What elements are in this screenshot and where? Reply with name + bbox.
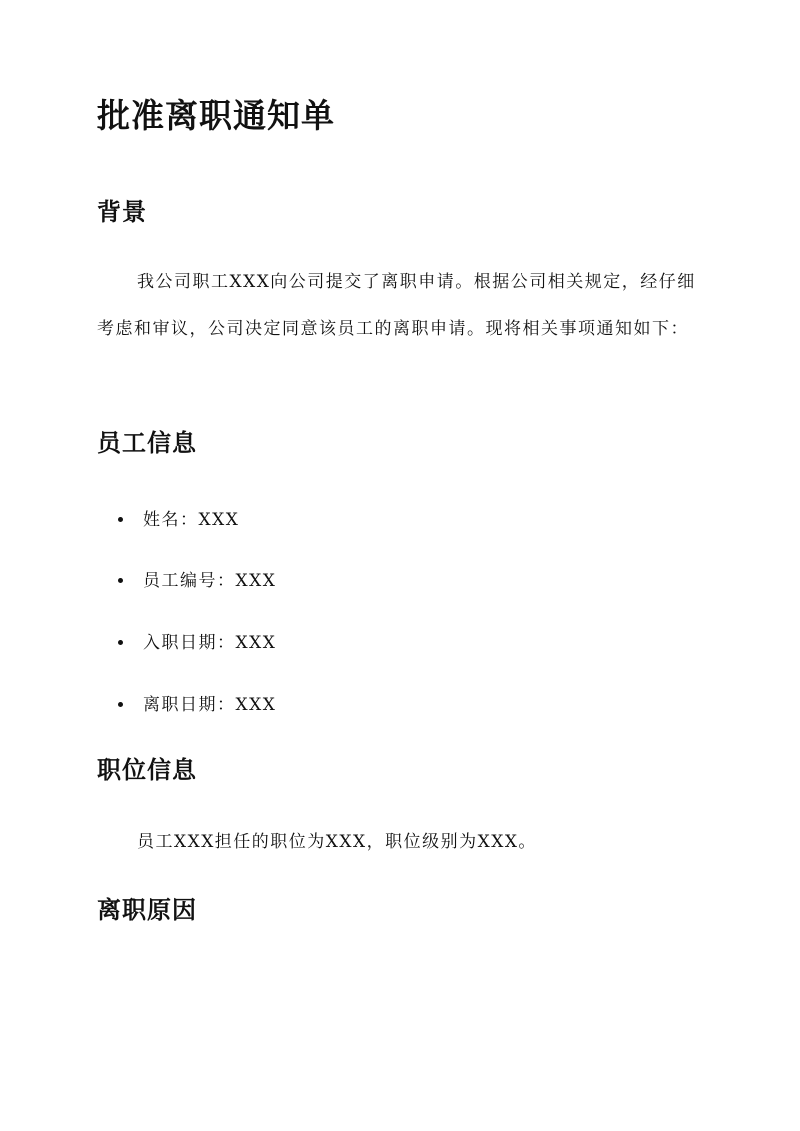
bullet-icon [118, 702, 123, 707]
bullet-icon [118, 517, 123, 522]
list-item [118, 569, 276, 593]
bullet-icon [118, 640, 123, 645]
paragraph-background: 我公司职工XXX向公司提交了离职申请。根据公司相关规定，经仔细考虑和审议，公司决定同意该员工的离职申请。现将相关事项通知如下： [97, 272, 696, 339]
list-item [118, 631, 276, 655]
heading-reason: 离职原因 [97, 895, 197, 924]
employee-name: 姓名：XXX [143, 510, 240, 530]
heading-background: 背景 [97, 197, 147, 226]
heading-position-info: 职位信息 [97, 755, 197, 784]
list-item [118, 508, 239, 532]
document-title: 批准离职通知单 [97, 96, 335, 135]
list-item [118, 693, 276, 717]
hire-date: 入职日期：XXX [143, 633, 277, 653]
employee-id: 员工编号：XXX [143, 571, 277, 591]
heading-employee-info: 员工信息 [97, 428, 197, 457]
paragraph-position-info: 员工XXX担任的职位为XXX，职位级别为XXX。 [137, 832, 537, 852]
bullet-icon [118, 578, 123, 583]
leave-date: 离职日期：XXX [143, 695, 277, 715]
